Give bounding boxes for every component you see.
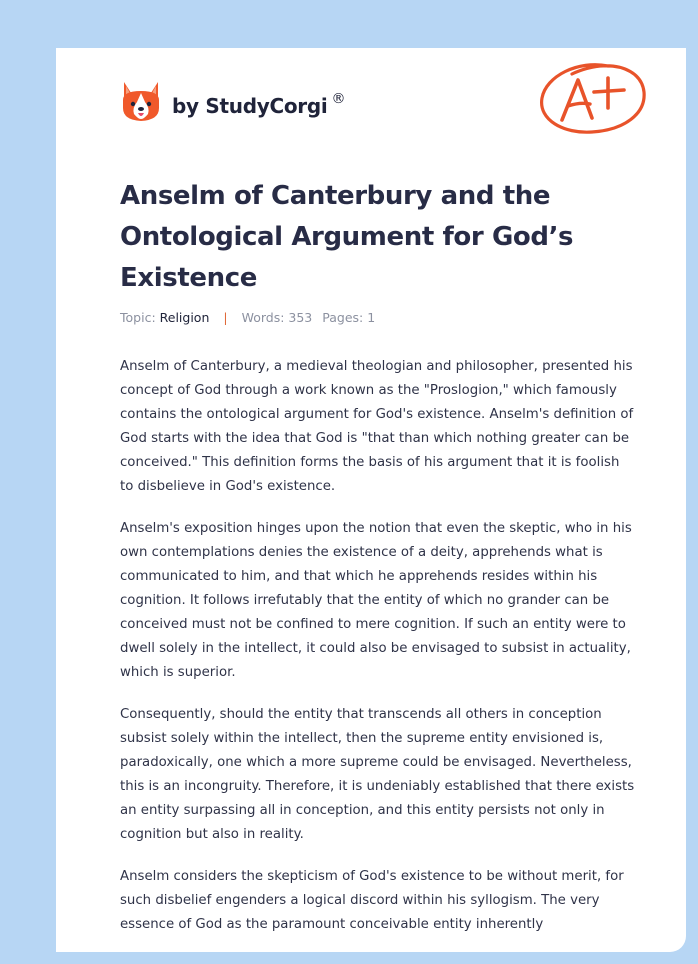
paragraph: Anselm considers the skepticism of God's existence to be without merit, for such disbelief engenders a logical discord within his syllogism. The very essence of God as the paramount conceivable entity inherently [120,869,624,932]
meta-separator: | [223,310,228,325]
paragraph: Anselm's exposition hinges upon the notion that even the skeptic, who in his own contemplations denies the existence of a deity, apprehends what is communicated to him, and that which he apprehends resides within his cognition. It follows irrefutably that the entity of which no grander can be conceived must not be confined to mere cognition. If such an entity were to dwell solely in the intellect, it could also be envisaged to subsist in actuality, which is superior. [120,521,632,680]
article-meta [120,310,375,325]
document-card [56,48,686,952]
article-body [120,355,636,952]
site-header [120,74,345,130]
brand-name[interactable] [172,91,346,118]
word-count: Words: 353 [241,310,313,325]
grade-badge-icon [538,58,650,140]
registered-mark: ® [331,91,346,107]
topic-label: Topic: [120,310,156,325]
article-title: Anselm of Canterbury and the Ontological Argument for God’s Existence [120,181,574,293]
brand-text: by StudyCorgi [172,94,328,118]
corgi-icon[interactable] [120,78,162,126]
paragraph: Consequently, should the entity that transcends all others in conception subsist solely within the intellect, then the supreme entity envisioned is, paradoxically, one which a more supreme could be envisaged. Nevertheless, this is an incongruity. Therefore, it is undeniably established that there exists an entity surpassing all in conception, and this entity persists not only in cognition but also in reality. [120,707,635,842]
topic-link[interactable]: Religion [159,310,210,325]
paragraph: Anselm of Canterbury, a medieval theologian and philosopher, presented his concept of God through a work known as the "Proslogion," which famously contains the ontological argument for God's existence. Anselm's definition of God starts with the idea that God is "that than which nothing greater can be conceived." This definition forms the basis of his argument that it is foolish to disbelieve in God's existence. [120,359,634,494]
page-count: Pages: 1 [322,310,376,325]
